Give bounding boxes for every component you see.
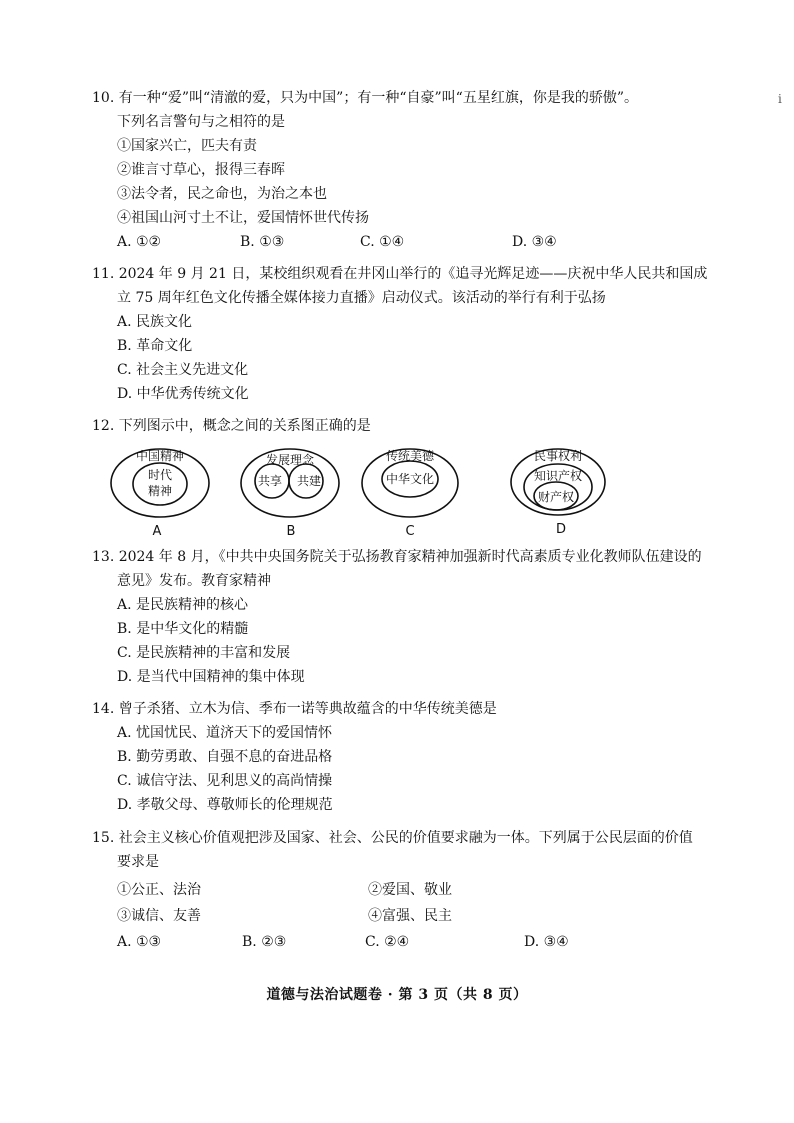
diagram-a-inner-label-2: 精神 [147,484,173,498]
q15-item-4: ④富强、民主 [368,908,452,924]
q11-option-a[interactable]: A. 民族文化 [117,314,193,330]
q10-stem-line-1: 10. 有一种“爱”叫“清澈的爱，只为中国”；有一种“自豪”叫“五星红旗，你是我的骄傲”。 [92,90,638,106]
question-12 [92,414,732,438]
q15-option-a[interactable]: A. ①③ [117,934,162,950]
q10-options [92,230,732,254]
q11-stem-line-1: 11. 2024 年 9 月 21 日，某校组织观看在井冈山举行的《追寻光辉足迹——庆祝中华人民共和国成 [92,266,708,282]
question-15 [92,826,732,954]
q10-stem-line-2: 下列名言警句与之相符的是 [117,114,285,130]
q15-options [92,930,732,954]
q11-option-b[interactable]: B. 革命文化 [117,338,193,354]
diagram-d-middle-label: 知识产权 [533,469,583,483]
q15-item-1: ①公正、法治 [117,882,201,898]
q13-option-b[interactable]: B. 是中华文化的精髓 [117,621,249,637]
diagram-c-inner-label: 中华文化 [385,472,435,486]
q14-option-c[interactable]: C. 诚信守法、见利思义的高尚情操 [117,773,333,789]
q14-option-a[interactable]: A. 忧国忧民、道济天下的爱国情怀 [117,725,333,741]
question-10 [92,86,732,254]
q10-item-3: ③法令者，民之命也，为治之本也 [117,186,327,202]
q15-option-b[interactable]: B. ②③ [242,934,287,950]
q14-stem: 14. 曾子杀猪、立木为信、季布一诺等典故蕴含的中华传统美德是 [92,701,497,717]
q10-option-a[interactable]: A. ①② [117,234,162,250]
diagram-c-letter: C [405,524,415,539]
q15-stem-line-1: 15. 社会主义核心价值观把涉及国家、社会、公民的价值要求融为一体。下列属于公民层面的价值 [92,830,693,846]
diagram-c-outer-label: 传统美德 [385,449,435,463]
q13-option-c[interactable]: C. 是民族精神的丰富和发展 [117,645,291,661]
q14-option-d[interactable]: D. 孝敬父母、尊敬师长的伦理规范 [117,797,333,813]
diagram-d-inner-label: 财产权 [537,490,575,504]
diagram-b-letter: B [286,524,296,539]
q10-option-d[interactable]: D. ③④ [512,234,557,250]
diagram-a-letter: A [152,524,162,539]
question-14 [92,697,732,817]
diagram-a-outer-label: 中国精神 [135,449,185,463]
q13-stem-line-1: 13. 2024 年 8 月，《中共中央国务院关于弘扬教育家精神加强新时代高素质专业化教师队伍建设的 [92,549,702,565]
q10-option-c[interactable]: C. ①④ [360,234,405,250]
margin-mark: i [778,92,782,106]
question-13 [92,545,732,689]
diagram-d-letter: D [555,522,567,537]
q15-item-2: ②爱国、敬业 [368,882,452,898]
page-footer: 道德与法治试题卷 · 第 3 页（共 8 页） [266,987,528,1003]
diagram-d-outer-label: 民事权利 [533,449,583,463]
diagram-b-right-label: 共建 [296,474,322,488]
q15-items-row-1 [92,878,732,902]
q15-items-row-2 [92,904,732,928]
diagram-a-inner-label-1: 时代 [147,468,173,482]
diagram-b-outer-label: 发展理念 [265,453,315,467]
q12-diagrams [0,440,794,540]
q11-option-c[interactable]: C. 社会主义先进文化 [117,362,249,378]
q13-stem-line-2: 意见》发布。教育家精神 [117,573,271,589]
q10-item-4: ④祖国山河寸土不让，爱国情怀世代传扬 [117,210,369,226]
q11-option-d[interactable]: D. 中华优秀传统文化 [117,386,249,402]
diagram-b-left-label: 共享 [257,474,283,488]
q15-item-3: ③诚信、友善 [117,908,201,924]
q15-option-c[interactable]: C. ②④ [365,934,410,950]
q11-stem-line-2: 立 75 周年红色文化传播全媒体接力直播》启动仪式。该活动的举行有利于弘扬 [117,290,606,306]
q13-option-a[interactable]: A. 是民族精神的核心 [117,597,249,613]
q14-option-b[interactable]: B. 勤劳勇敢、自强不息的奋进品格 [117,749,333,765]
q13-option-d[interactable]: D. 是当代中国精神的集中体现 [117,669,305,685]
q15-option-d[interactable]: D. ③④ [524,934,569,950]
q10-option-b[interactable]: B. ①③ [240,234,285,250]
q10-item-1: ①国家兴亡，匹夫有责 [117,138,257,154]
q10-item-2: ②谁言寸草心，报得三春晖 [117,162,285,178]
question-11 [92,262,732,406]
q15-stem-line-2: 要求是 [117,854,159,870]
q12-stem: 12. 下列图示中，概念之间的关系图正确的是 [92,418,371,434]
